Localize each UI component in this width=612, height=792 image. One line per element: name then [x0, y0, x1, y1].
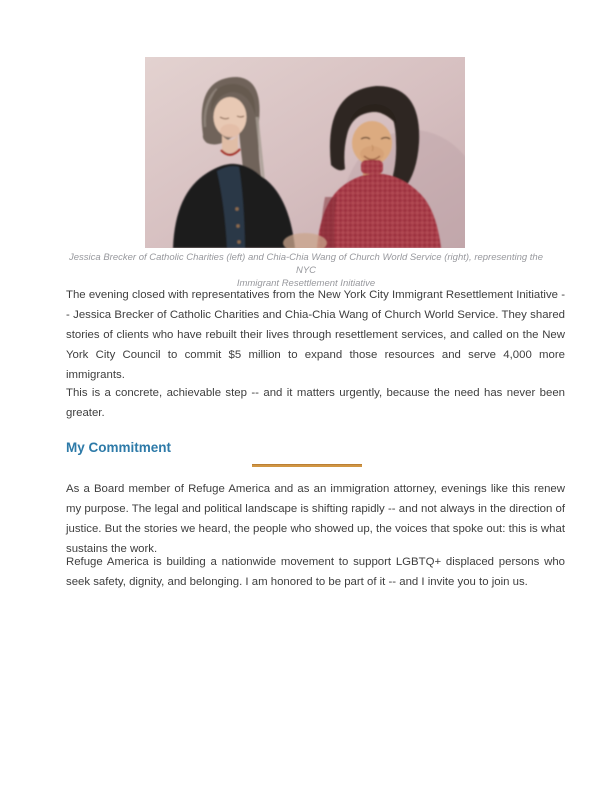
section-divider: [252, 464, 362, 467]
paragraph-evening-closed: The evening closed with representatives from the New York City Immigrant Resettlement Initiative -- Jessica Brecker of Catholic Charities and Chia-Chia Wang of Church World Service. They shared stories of clients who have rebuilt their lives through resettlement services, and called on the New York City Council to commit $5 million to expand those resources and serve 4,000 more immigrants.: [66, 289, 565, 381]
paragraph-board-member: As a Board member of Refuge America and as an immigration attorney, evenings like this renew my purpose. The legal and political landscape is shifting rapidly -- and not always in the direction of justice. But the stories we heard, the people who showed up, the voices that spoke out: this is what sustains the work.: [66, 483, 565, 555]
photo-caption-line2: Immigrant Resettlement Initiative: [236, 278, 376, 289]
photo-caption-line1: Jessica Brecker of Catholic Charities (left) and Chia-Chia Wang of Church World Service (right), representing the NYC: [69, 252, 543, 276]
paragraph-refuge-america: Refuge America is building a nationwide movement to support LGBTQ+ displaced persons who seek safety, dignity, and belonging. I am honored to be part of it -- and I invite you to join us.: [66, 556, 565, 588]
event-photo-illustration: [145, 57, 465, 248]
section-heading-my-commitment: My Commitment: [66, 440, 172, 455]
event-photo: [145, 57, 465, 248]
paragraph-concrete-step: This is a concrete, achievable step -- and it matters urgently, because the need has never been greater.: [66, 387, 565, 419]
